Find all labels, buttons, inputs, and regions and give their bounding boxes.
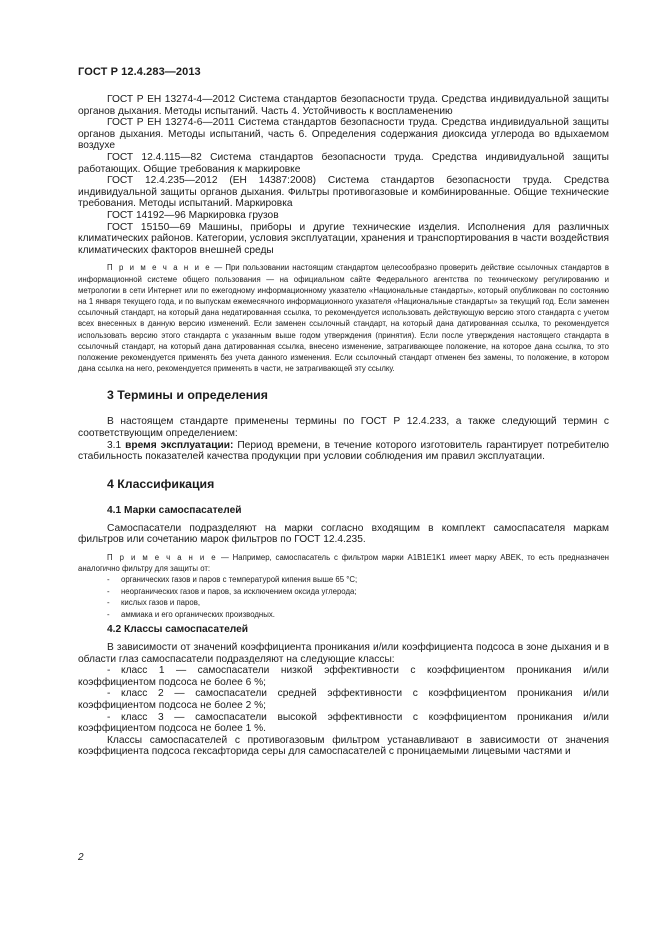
subsection-4-2-heading: 4.2 Классы самоспасателей (107, 623, 249, 635)
class-item: - класс 3 — самоспасатели высокой эффективности с коэффициентом проникания и/или коэффициентом подсоса не более 1 %. (78, 711, 609, 735)
page-number: 2 (78, 852, 84, 863)
class-item: - класс 2 — самоспасатели средней эффективности с коэффициентом проникания и/или коэффициентом подсоса не более 2 %; (78, 688, 609, 711)
list-item: - органических газов и паров с температурой кипения выше 65 °С; (107, 575, 358, 585)
term-name: время эксплуатации: (125, 439, 234, 451)
note-references (78, 262, 609, 374)
term-text: Период времени, в течение которого изготовитель гарантирует потребителю стабильность показателей качества продукции при условии соблюдения им правил эксплуатации. (78, 439, 609, 463)
note-text: — При пользовании настоящим стандартом целесообразно проверить действие ссылочных стандартов в информационной системе общего пользования — на официальном сайте Федерального агентства по техническому регулированию и метрологии в сети Интернет или по ежегодному информационному указателю «Национальные стандарты», который опубликован по состоянию на 1 января текущего года, и по выпускам ежемесячного информационного указателя «Национальные стандарты» за текущий год. Если заменен ссылочный стандарт, на который дана недатированная ссылка, то рекомендуется использовать действующую версию этого стандарта с учетом всех внесенных в данную версию изменений. Если заменен ссылочный стандарт, на который дана датированная ссылка, то рекомендуется использовать версию этого стандарта с указанным выше годом утверждения (принятия). Если после утверждения настоящего стандарта в ссылочный стандарт, на который дана датированная ссылка, внесено изменение, затрагивающее положение, на которое дана ссылка, то это положение рекомендуется применять без учета данного изменения. Если ссылочный стандарт отменен без замены, то положение, в котором дана ссылка на него, рекомендуется применять в части, не затрагивающей эту ссылку. (78, 263, 609, 374)
note-filter-example (78, 552, 609, 574)
document-body (78, 94, 609, 758)
section-3-intro: В настоящем стандарте применены термины по ГОСТ Р 12.4.233, а также следующий термин с соответствующим определением: (78, 416, 609, 439)
reference-item: ГОСТ Р ЕН 13274-4—2012 Система стандартов безопасности труда. Средства индивидуальной защиты органов дыхания. Методы испытаний. Часть 4. Устойчивость к воспламенению (78, 94, 609, 117)
reference-item: ГОСТ 12.4.235—2012 (ЕН 14387:2008) Система стандартов безопасности труда. Средства индивидуальной защиты органов дыхания. Фильтры противогазовые и комбинированные. Общие технические требования. Методы испытаний. Маркировка (78, 175, 609, 210)
class-item: - класс 1 — самоспасатели низкой эффективности с коэффициентом проникания и/или коэффициентом подсоса не более 6 %; (78, 665, 609, 688)
reference-item: ГОСТ 12.4.115—82 Система стандартов безопасности труда. Средства индивидуальной защиты работающих. Общие требования к маркировке (78, 151, 609, 175)
term-definition (78, 440, 609, 463)
reference-item: ГОСТ Р ЕН 13274-6—2011 Система стандартов безопасности труда. Средства индивидуальной защиты органов дыхания. Методы испытаний, часть 6. Определения содержания диоксида углерода во вдыхаемом воздухе (78, 117, 609, 152)
document-header: ГОСТ Р 12.4.283—2013 (78, 66, 201, 78)
subsection-4-1-text: Самоспасатели подразделяют на марки согласно входящим в комплект самоспасателя маркам фильтров или сочетанию марок фильтров по ГОСТ 12.4.235. (78, 522, 609, 546)
section-3-heading: 3 Термины и определения (107, 388, 268, 403)
term-number: 3.1 (107, 439, 126, 451)
note-label: П р и м е ч а н и е (107, 552, 218, 562)
section-4-heading: 4 Классификация (107, 476, 215, 491)
reference-item: ГОСТ 15150—69 Машины, приборы и другие технические изделия. Исполнения для различных климатических районов. Категории, условия эксплуатации, хранения и транспортирования в части воздействия климатических факторов внешней среды (78, 221, 609, 256)
subsection-4-2-text: В зависимости от значений коэффициента проникания и/или коэффициента подсоса в зоне дыхания и в области глаз самоспасатели подразделяют на следующие классы: (78, 641, 609, 665)
final-paragraph: Классы самоспасателей с противогазовым фильтром устанавливают в зависимости от значения коэффициента подсоса гексафторида серы для самоспасателей с проницаемыми лицевыми частями и (78, 734, 609, 758)
subsection-4-1-heading: 4.1 Марки самоспасателей (107, 504, 242, 516)
note-label: П р и м е ч а н и е (107, 263, 212, 273)
reference-item: ГОСТ 14192—96 Маркировка грузов (107, 209, 279, 221)
list-item: - неорганических газов и паров, за исключением оксида углерода; (107, 586, 357, 596)
list-item: - аммиака и его органических производных. (107, 609, 275, 619)
note-text: — Например, самоспасатель с фильтром марки A1B1E1K1 имеет марку ABEK, то есть предназначен аналогично фильтру для защиты от: (78, 552, 609, 574)
list-item: - кислых газов и паров, (107, 598, 200, 608)
